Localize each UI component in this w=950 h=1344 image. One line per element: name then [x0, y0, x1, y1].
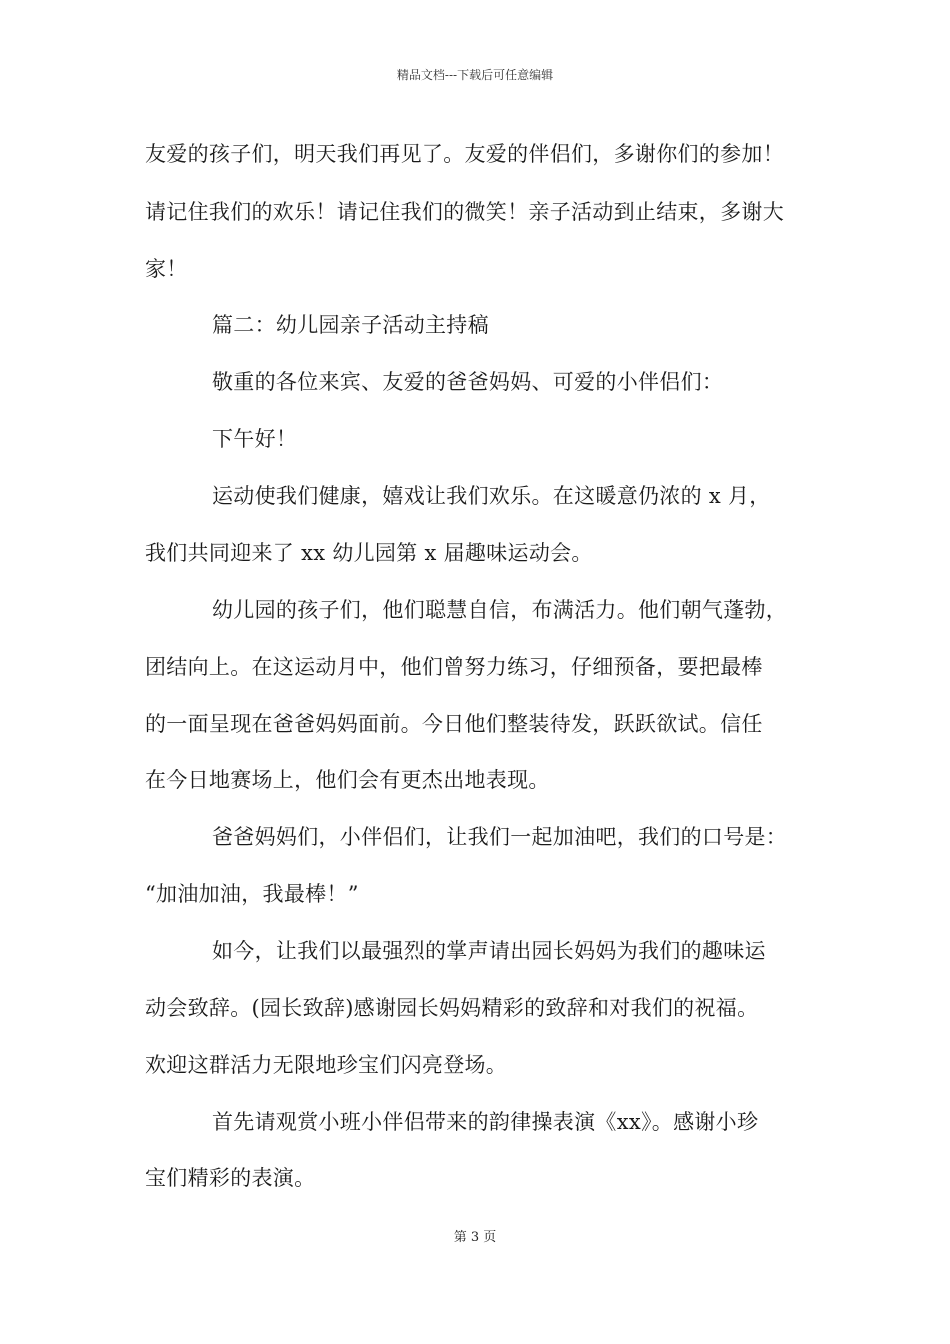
- body-line-2: 请记住我们的欢乐！请记住我们的微笑！亲子活动到止结束，多谢大: [145, 200, 784, 224]
- body-line-9: 幼儿园的孩子们，他们聪慧自信，布满活力。他们朝气蓬勃，: [212, 598, 788, 622]
- body-line-1: 友爱的孩子们，明天我们再见了。友爱的伴侣们，多谢你们的参加！: [145, 142, 784, 166]
- body-line-15: 如今，让我们以最强烈的掌声请出园长妈妈为我们的趣味运: [212, 939, 766, 963]
- page-number: 第 3 页: [453, 1230, 497, 1245]
- body-line-19: 宝们精彩的表演。: [145, 1166, 316, 1190]
- body-line-10: 团结向上。在这运动月中，他们曾努力练习，仔细预备，要把最棒: [145, 655, 763, 679]
- body-line-8: 我们共同迎来了 xx 幼儿园第 x 届趣味运动会。: [145, 541, 593, 565]
- salutation: 敬重的各位来宾、友爱的爸爸妈妈、可爱的小伴侣们：: [212, 370, 724, 394]
- body-line-12: 在今日地赛场上，他们会有更杰出地表现。: [145, 768, 550, 792]
- greeting: 下午好！: [212, 427, 298, 451]
- body-line-13: 爸爸妈妈们，小伴侣们，让我们一起加油吧，我们的口号是：: [212, 825, 788, 849]
- page-header: 精品文档---下载后可任意编辑: [396, 68, 554, 82]
- body-line-18: 首先请观赏小班小伴侣带来的韵律操表演《xx》。感谢小珍: [212, 1110, 759, 1134]
- body-line-3: 家！: [145, 257, 188, 281]
- body-line-11: 的一面呈现在爸爸妈妈面前。今日他们整装待发，跃跃欲试。信任: [145, 712, 763, 736]
- body-line-7: 运动使我们健康，嬉戏让我们欢乐。在这暖意仍浓的 x 月，: [212, 484, 771, 508]
- section-title: 篇二：幼儿园亲子活动主持稿: [212, 313, 489, 337]
- body-line-17: 欢迎这群活力无限地珍宝们闪亮登场。: [145, 1053, 508, 1077]
- slogan: “加油加油，我最棒！”: [145, 882, 359, 906]
- body-line-16: 动会致辞。(园长致辞)感谢园长妈妈精彩的致辞和对我们的祝福。: [145, 996, 759, 1020]
